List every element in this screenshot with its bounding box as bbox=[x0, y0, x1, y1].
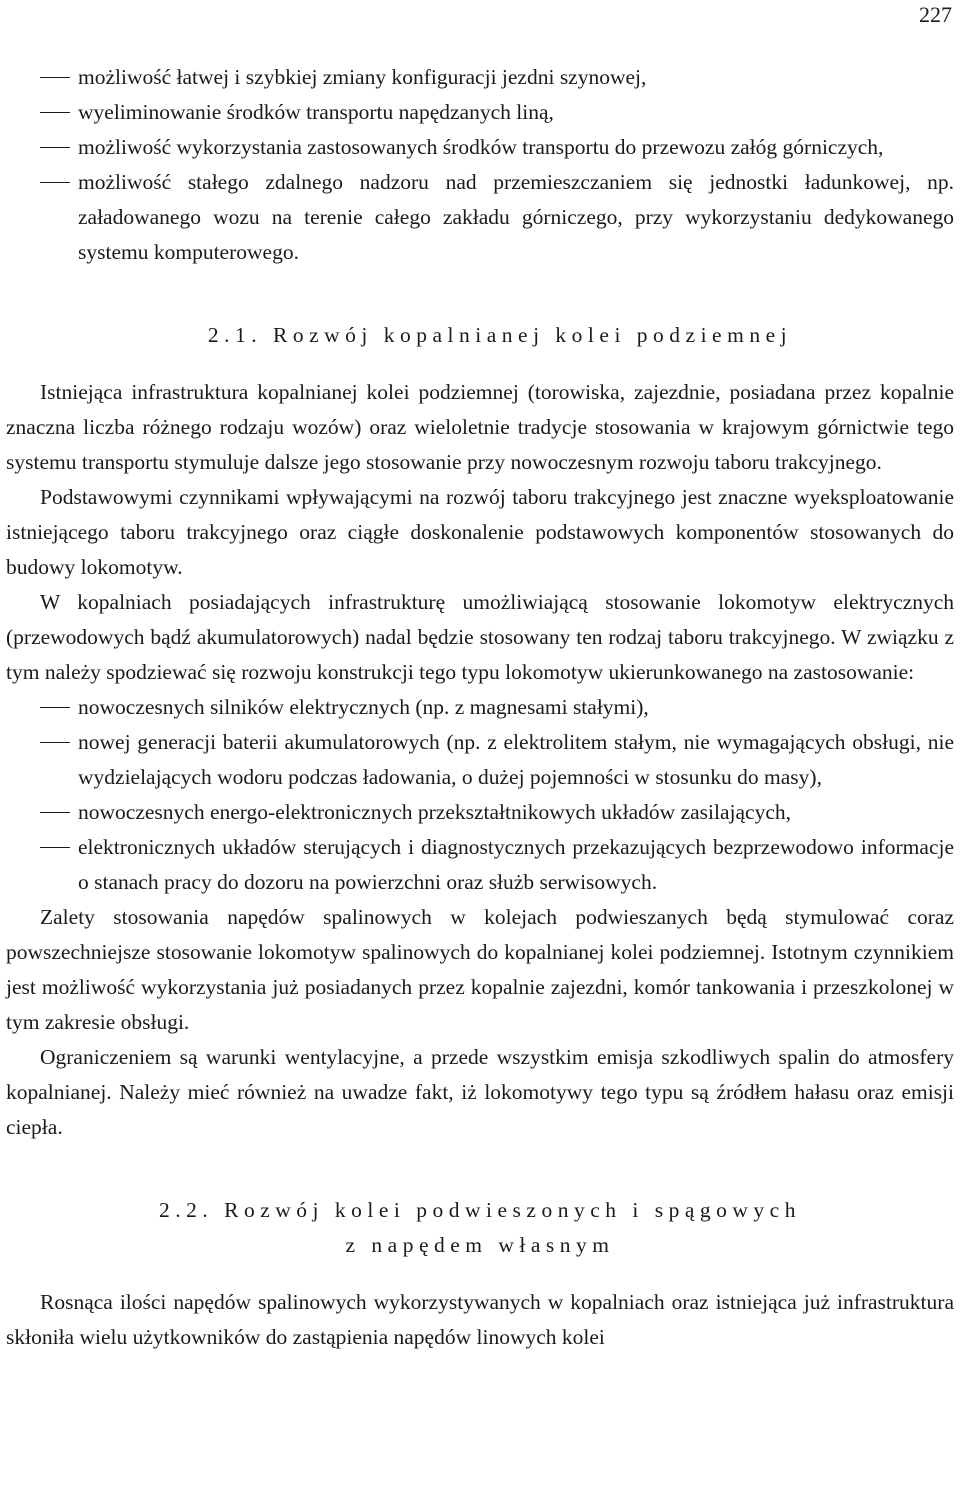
dash-icon bbox=[6, 83, 78, 84]
section-heading-line: 2.2. Rozwój kolei podwieszonych i spągowych bbox=[159, 1198, 801, 1222]
dash-icon bbox=[6, 118, 78, 119]
paragraph: Ograniczeniem są warunki wentylacyjne, a przede wszystkim emisja szkodliwych spalin do atmosfery kopalnianej. Należy mieć również na uwadze fakt, iż lokomotywy tego typu są źródłem hałasu oraz emisji ciepła. bbox=[6, 1045, 954, 1139]
page-number: 227 bbox=[919, 2, 952, 27]
intro-list bbox=[6, 60, 954, 270]
paragraph: Zalety stosowania napędów spalinowych w kolejach podwieszanych będą stymulować coraz powszechniejsze stosowanie lokomotyw spalinowych do kopalnianej kolei podziemnej. Istotnym czynnikiem jest możliwość wykorzystania już posiadanych przez kopalnie zajezdni, komór tankowania i przeszkolonej w tym zakresie obsługi. bbox=[6, 905, 954, 1034]
section-heading-line: z napędem własnym bbox=[345, 1233, 615, 1257]
requirements-list bbox=[6, 690, 954, 900]
list-item: elektronicznych układów sterujących i diagnostycznych przekazujących bezprzewodowo informacje o stanach pracy do dozoru na powierzchni oraz służb serwisowych. bbox=[6, 830, 954, 900]
section-heading-2-1: 2.1. Rozwój kopalnianej kolei podziemnej bbox=[207, 323, 793, 347]
list-item: możliwość łatwej i szybkiej zmiany konfiguracji jezdni szynowej, bbox=[6, 60, 954, 95]
paragraph: Rosnąca ilości napędów spalinowych wykorzystywanych w kopalniach oraz istniejąca już infrastruktura skłoniła wielu użytkowników do zastąpienia napędów linowych kolei bbox=[6, 1290, 954, 1349]
paragraph: Istniejąca infrastruktura kopalnianej kolei podziemnej (torowiska, zajezdnie, posiadana przez kopalnie znaczna liczba różnego rodzaju wozów) oraz wieloletnie tradycje stosowania w krajowym górnictwie tego systemu transportu stymuluje dalsze jego stosowanie przy nowoczesnym rozwoju taboru trakcyjnego. bbox=[6, 380, 954, 474]
list-item: nowej generacji baterii akumulatorowych (np. z elektrolitem stałym, nie wymagających obsługi, nie wydzielających wodoru podczas ładowania, o dużej pojemności w stosunku do masy), bbox=[6, 725, 954, 795]
list-item: możliwość wykorzystania zastosowanych środków transportu do przewozu załóg górniczych, bbox=[6, 130, 954, 165]
dash-icon bbox=[6, 818, 78, 819]
section-heading-2-2 bbox=[6, 1193, 954, 1263]
dash-icon bbox=[6, 853, 78, 854]
list-item: możliwość stałego zdalnego nadzoru nad przemieszczaniem się jednostki ładunkowej, np. załadowanego wozu na terenie całego zakładu górniczego, przy wykorzystaniu dedykowanego systemu komputerowego. bbox=[6, 165, 954, 270]
dash-icon bbox=[6, 748, 78, 749]
list-item: wyeliminowanie środków transportu napędzanych liną, bbox=[6, 95, 954, 130]
dash-icon bbox=[6, 188, 78, 189]
list-item: nowoczesnych silników elektrycznych (np. z magnesami stałymi), bbox=[6, 690, 954, 725]
dash-icon bbox=[6, 713, 78, 714]
paragraph: Podstawowymi czynnikami wpływającymi na rozwój taboru trakcyjnego jest znaczne wyeksploatowanie istniejącego taboru trakcyjnego oraz ciągłe doskonalenie podstawowych komponentów stosowanych do budowy lokomotyw. bbox=[6, 485, 954, 579]
paragraph: W kopalniach posiadających infrastrukturę umożliwiającą stosowanie lokomotyw elektrycznych (przewodowych bądź akumulatorowych) nadal będzie stosowany ten rodzaj taboru trakcyjnego. W związku z tym należy spodziewać się rozwoju konstrukcji tego typu lokomotyw ukierunkowanego na zastosowanie: bbox=[6, 590, 954, 684]
list-item: nowoczesnych energo-elektronicznych przekształtnikowych układów zasilających, bbox=[6, 795, 954, 830]
dash-icon bbox=[6, 153, 78, 154]
page-content bbox=[6, 60, 954, 1355]
